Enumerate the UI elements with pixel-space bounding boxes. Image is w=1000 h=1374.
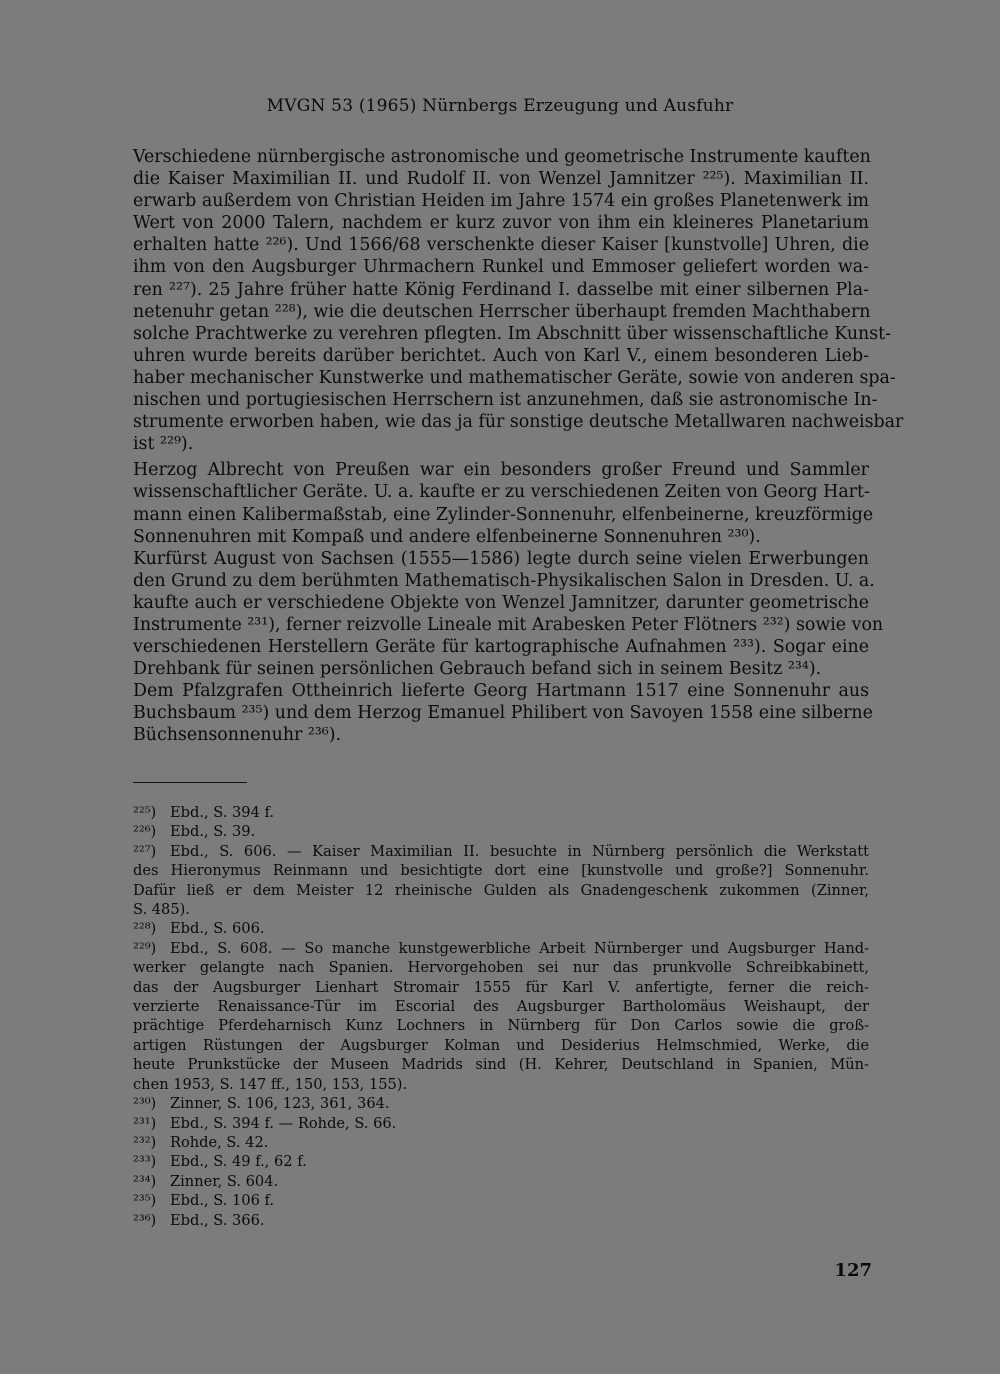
text-line: verschiedenen Herstellern Geräte für kartographische Aufnahmen ²³³). Sogar eine [133, 637, 869, 658]
text-line: uhren wurde bereits darüber berichtet. Auch von Karl V., einem besonderen Lieb- [133, 345, 869, 366]
text-line: haber mechanischer Kunstwerke und mathematischer Geräte, sowie von anderen spa- [133, 367, 896, 388]
footnote-230 [133, 1094, 869, 1113]
footnote-line: Zinner, S. 604. [170, 1172, 279, 1190]
footnote-number: ²³⁴) [133, 1172, 157, 1190]
footnote-228 [133, 919, 869, 938]
footnote-number: ²³³) [133, 1153, 157, 1171]
text-line: ren ²²⁷). 25 Jahre früher hatte König Ferdinand I. dasselbe mit einer silbernen Pla- [133, 279, 869, 300]
footnote-line: Ebd., S. 606. [170, 920, 265, 938]
footnote-number: ²³⁰) [133, 1095, 157, 1113]
footnote-line: des Hieronymus Reinmann und besichtigte dort eine [kunstvolle und große?] Sonnenuhr. [133, 862, 869, 880]
paragraph-1 [133, 146, 904, 455]
text-line: ihm von den Augsburger Uhrmachern Runkel und Emmoser geliefert worden wa- [133, 257, 869, 278]
text-line: nischen und portugiesischen Herrschern ist anzunehmen, daß sie astronomische In- [133, 390, 878, 411]
body-text [133, 146, 904, 747]
footnote-225 [133, 803, 869, 822]
text-line: erwarb außerdem von Christian Heiden im Jahre 1574 ein großes Planetenwerk im [133, 191, 869, 212]
footnote-line: Ebd., S. 394 f. — Rohde, S. 66. [170, 1114, 397, 1132]
text-line: Kurfürst August von Sachsen (1555—1586) legte durch seine vielen Erwerbungen [133, 548, 869, 569]
footnote-226 [133, 822, 869, 841]
footnote-227 [133, 842, 869, 920]
footnote-line: Ebd., S. 394 f. [170, 804, 275, 821]
footnote-number: ²³⁶) [133, 1211, 157, 1229]
text-line: die Kaiser Maximilian II. und Rudolf II. von Wenzel Jamnitzer ²²⁵). Maximilian II. [133, 169, 869, 190]
text-line: Wert von 2000 Talern, nachdem er kurz zuvor von ihm ein kleineres Planetarium [133, 213, 869, 234]
text-line: netenuhr getan ²²⁸), wie die deutschen Herrscher überhaupt fremden Machthabern [133, 301, 871, 322]
footnote-line: Zinner, S. 106, 123, 361, 364. [170, 1095, 390, 1113]
footnote-number: ²²⁶) [133, 823, 157, 841]
text-line: Buchsbaum ²³⁵) und dem Herzog Emanuel Philibert von Savoyen 1558 eine silberne [133, 703, 873, 724]
footnote-line: Ebd., S. 39. [170, 823, 256, 841]
text-line: erhalten hatte ²²⁶). Und 1566/68 verschenkte dieser Kaiser [kunstvolle] Uhren, die [133, 235, 869, 256]
text-line: kaufte auch er verschiedene Objekte von Wenzel Jamnitzer, darunter geometrische [133, 592, 869, 613]
text-line: Drehbank für seinen persönlichen Gebrauch befand sich in seinem Besitz ²³⁴). [133, 659, 822, 680]
paragraph-3 [133, 548, 884, 681]
footnote-line: chen 1953, S. 147 ff., 150, 153, 155). [133, 1075, 408, 1093]
footnote-line: heute Prunkstücke der Museen Madrids sind (H. Kehrer, Deutschland in Spanien, Mün- [133, 1056, 869, 1074]
footnote-line: das der Augsburger Lienhart Stromair 1555 für Karl V. anfertigte, ferner die reich- [133, 978, 869, 996]
footnote-line: Ebd., S. 106 f. [170, 1192, 275, 1210]
running-head: MVGN 53 (1965) Nürnbergs Erzeugung und Ausfuhr [266, 96, 734, 116]
footnote-line: verzierte Renaissance-Tür im Escorial des Augsburger Bartholomäus Weishaupt, der [133, 998, 869, 1016]
footnote-235 [133, 1191, 869, 1210]
footnote-229 [133, 939, 869, 1094]
footnote-number: ²²⁵) [133, 804, 157, 821]
footnote-number: ²²⁸) [133, 920, 157, 938]
text-line: Sonnenuhren mit Kompaß und andere elfenbeinerne Sonnenuhren ²³⁰). [133, 526, 761, 547]
text-line: Dem Pfalzgrafen Ottheinrich lieferte Georg Hartmann 1517 eine Sonnenuhr aus [133, 681, 869, 702]
footnote-line: Ebd., S. 608. — So manche kunstgewerbliche Arbeit Nürnberger und Augsburger Hand- [170, 939, 869, 957]
footnote-233 [133, 1152, 869, 1171]
paragraph-4 [133, 680, 873, 746]
footnote-234 [133, 1172, 869, 1191]
text-line: Instrumente ²³¹), ferner reizvolle Lineale mit Arabesken Peter Flötners ²³²) sowie von [133, 614, 884, 635]
footnote-231 [133, 1114, 869, 1133]
footnote-number: ²³⁵) [133, 1192, 157, 1210]
footnote-number: ²³¹) [133, 1114, 157, 1132]
footnote-number: ²²⁷) [133, 842, 157, 860]
paragraph-2 [133, 459, 874, 547]
footnote-236 [133, 1211, 869, 1230]
footnote-line: Dafür ließ er dem Meister 12 rheinische Gulden als Gnadengeschenk zukommen (Zinner, [133, 881, 869, 899]
footnote-line: werker gelangte nach Spanien. Hervorgehoben sei nur das prunkvolle Schreibkabinett, [133, 959, 869, 977]
footnote-232 [133, 1133, 869, 1152]
footnote-number: ²²⁹) [133, 939, 157, 957]
text-line: Büchsensonnenuhr ²³⁶). [133, 725, 342, 746]
footnote-line: Ebd., S. 366. [170, 1211, 265, 1229]
text-line: strumente erworben haben, wie das ja für sonstige deutsche Metallwaren nachweisbar [133, 412, 904, 433]
text-line: Verschiedene nürnbergische astronomische und geometrische Instrumente kauften [133, 147, 871, 167]
footnote-line: prächtige Pferdeharnisch Kunz Lochners in Nürnberg für Don Carlos sowie die groß- [133, 1017, 869, 1035]
footnote-line: S. 485). [133, 901, 190, 919]
text-line: Herzog Albrecht von Preußen war ein besonders großer Freund und Sammler [133, 460, 869, 481]
footnote-line: Ebd., S. 606. — Kaiser Maximilian II. besuchte in Nürnberg persönlich die Werkstatt [170, 842, 869, 860]
text-line: ist ²²⁹). [133, 434, 194, 455]
footnote-number: ²³²) [133, 1133, 157, 1151]
footnote-line: Ebd., S. 49 f., 62 f. [170, 1153, 307, 1171]
text-line: den Grund zu dem berühmten Mathematisch-Physikalischen Salon in Dresden. U. a. [133, 570, 875, 591]
text-line: solche Prachtwerke zu verehren pflegten. Im Abschnitt über wissenschaftliche Kunst- [133, 323, 892, 344]
page-number: 127 [834, 1260, 872, 1281]
footnote-line: Rohde, S. 42. [170, 1133, 269, 1151]
footnote-separator [133, 782, 247, 783]
footnotes [133, 803, 869, 1230]
text-line: wissenschaftlicher Geräte. U. a. kaufte er zu verschiedenen Zeiten von Georg Hart- [133, 482, 870, 503]
footnote-line: artigen Rüstungen der Augsburger Kolman und Desiderius Helmschmied, Werke, die [133, 1036, 869, 1054]
text-line: mann einen Kalibermaßstab, eine Zylinder-Sonnenuhr, elfenbeinerne, kreuzförmige [133, 504, 874, 525]
